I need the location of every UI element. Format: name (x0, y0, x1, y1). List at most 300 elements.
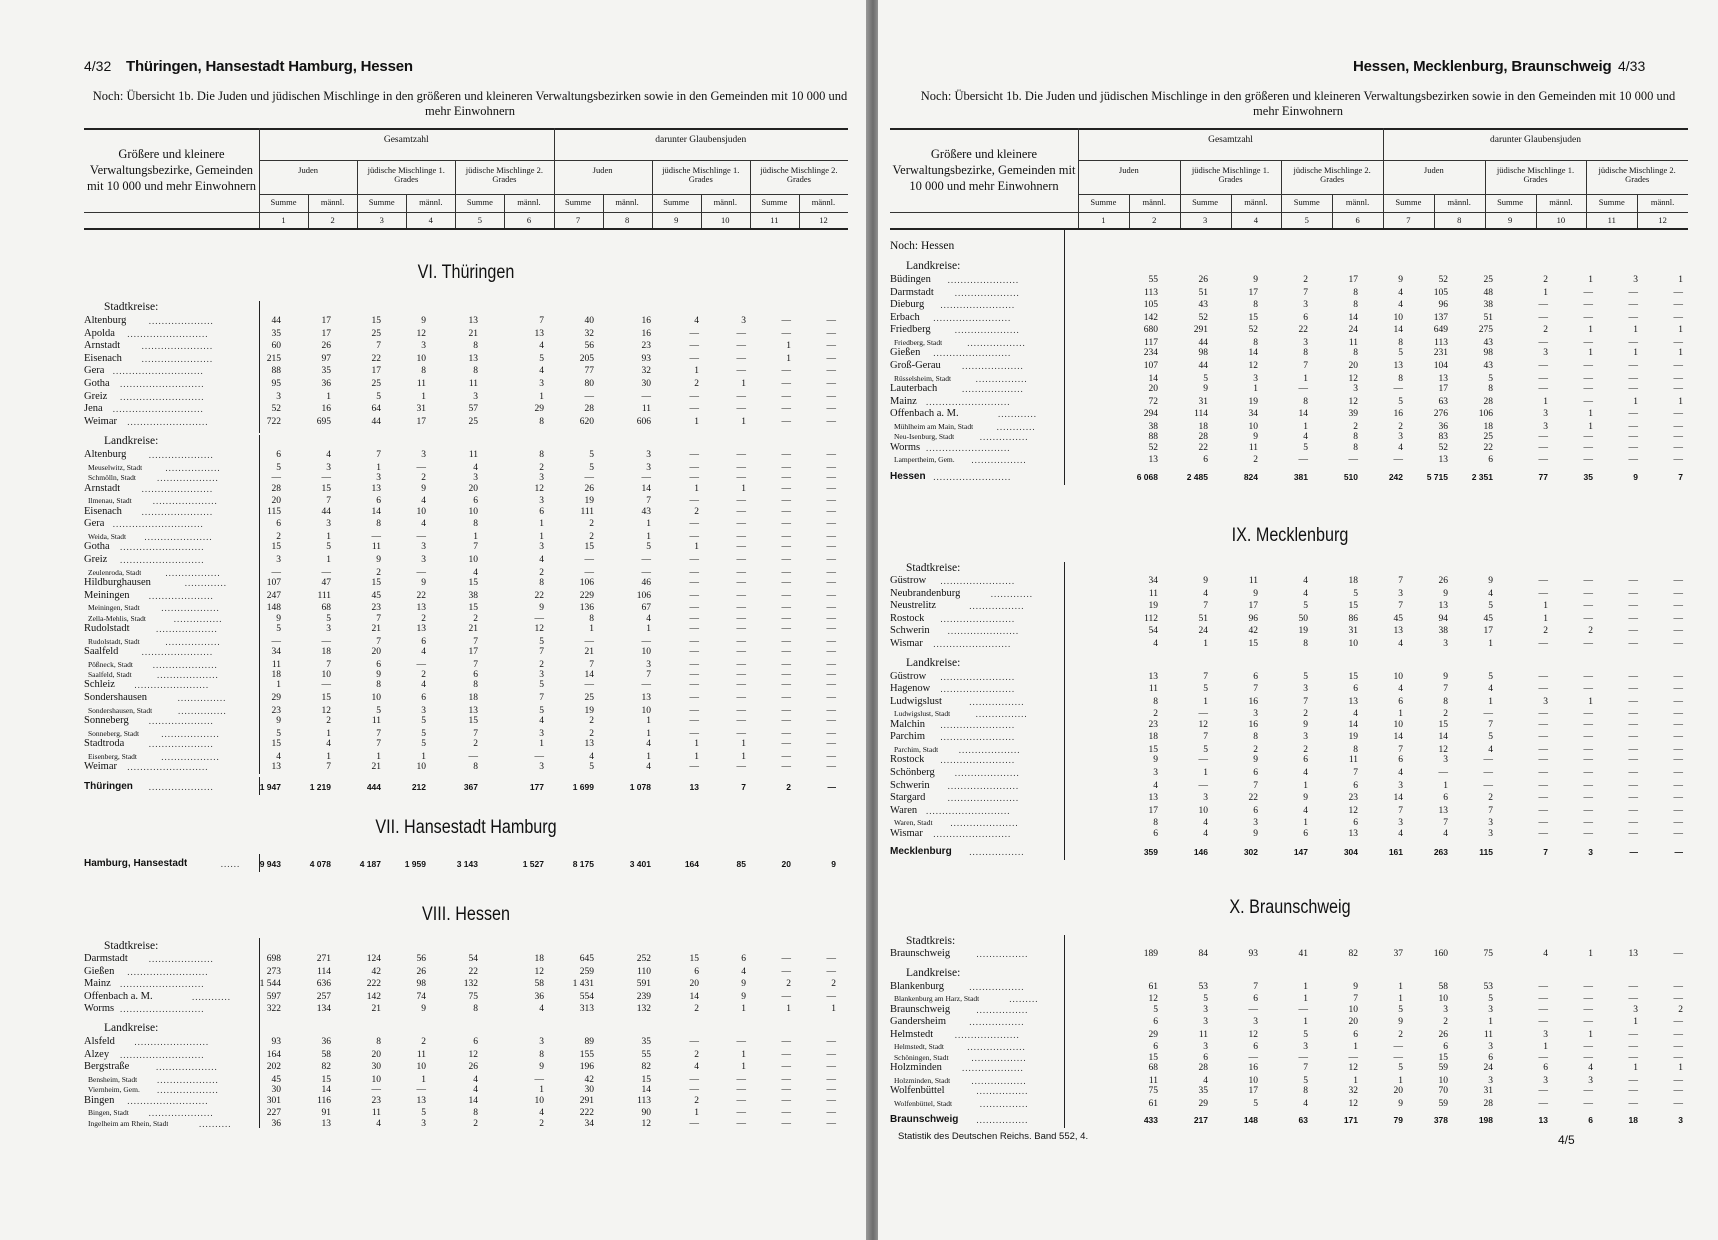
cell-col-6: 7 (1398, 601, 1403, 612)
cell-col-8: 7 (1488, 805, 1493, 816)
row-label: Sondershausen (84, 692, 147, 703)
cell-col-4: 9 (421, 1004, 426, 1015)
cell-col-2: 1 219 (309, 781, 331, 792)
cell-col-7: 263 (1433, 847, 1448, 858)
cell-col-5: 86 (1348, 613, 1358, 624)
cell-col-6: 13 (1393, 361, 1403, 371)
cell-col-10: — (1583, 1086, 1593, 1097)
cell-col-1: 15 (1148, 1052, 1158, 1063)
leader-dots: ................. (969, 981, 1025, 992)
cell-col-8: — (641, 680, 651, 691)
cell-col-3: 7 (376, 613, 381, 624)
row-label: Sondershausen, Stadt (88, 705, 153, 715)
cell-col-2: 28 (1198, 432, 1208, 443)
cell-col-1: 115 (267, 506, 281, 517)
cell-col-6: 2 (1398, 1029, 1403, 1040)
cell-col-6: 8 (1398, 338, 1403, 348)
header-subgroup-label: jüdische Mischlinge 1. Grades (1191, 165, 1270, 184)
cell-col-7: 58 (1438, 981, 1448, 992)
right-page-title: Hessen, Mecklenburg, Braunschweig (1353, 58, 1612, 75)
cell-col-12: — (826, 1074, 836, 1085)
cell-col-8: 198 (1478, 1115, 1493, 1126)
cell-col-4: 3 (1303, 338, 1308, 348)
cell-col-4: 10 (416, 506, 426, 517)
cell-col-7: 1 (589, 624, 594, 634)
cell-col-2: 28 (1198, 1063, 1208, 1074)
cell-col-12: — (1673, 709, 1683, 720)
cell-col-1: 18 (1148, 732, 1158, 743)
cell-col-5: 38 (468, 590, 478, 601)
cell-col-4: 4 (421, 519, 426, 530)
row-label: Güstrow (890, 575, 927, 586)
cell-col-3: 4 187 (359, 859, 381, 869)
cell-col-2: 3 (1203, 1042, 1208, 1053)
cell-col-12: — (826, 578, 836, 588)
row-label: Worms (890, 441, 921, 453)
cell-col-10: 6 (1588, 1115, 1593, 1126)
cell-col-12: — (1673, 455, 1683, 466)
row-label: Hessen (890, 470, 926, 482)
cell-col-9: — (689, 624, 699, 634)
cell-col-9: — (1538, 1086, 1548, 1097)
cell-col-12: — (827, 781, 836, 792)
cell-col-1: 698 (266, 954, 281, 964)
cell-col-1: 6 (1153, 828, 1158, 839)
cell-col-7: 10 (1438, 994, 1448, 1005)
cell-col-3: 20 (371, 1049, 381, 1060)
cell-col-5: 12 (1348, 805, 1358, 816)
cell-col-3: 7 (1253, 780, 1258, 791)
cell-col-4: 3 (1303, 1042, 1308, 1053)
cell-col-11: — (1628, 384, 1638, 394)
table-row (0, 483, 868, 495)
cell-col-5: 10 (468, 555, 478, 565)
cell-col-6: 3 (1398, 588, 1403, 599)
cell-col-4: 147 (1293, 847, 1308, 858)
cell-col-6: 5 (1398, 396, 1403, 407)
cell-col-5: 10 (1348, 1004, 1358, 1015)
cell-col-6: 10 (1393, 719, 1403, 730)
cell-col-6: 20 (1393, 1086, 1403, 1097)
cell-col-3: 8 (376, 680, 381, 691)
cell-col-10: 1 (741, 483, 746, 494)
cell-col-10: — (1583, 768, 1593, 778)
cell-col-10: — (736, 353, 746, 364)
cell-col-11: 1 (786, 341, 791, 352)
cell-col-12: — (826, 751, 836, 762)
cell-col-3: 21 (371, 1004, 381, 1015)
table-row (878, 324, 1718, 336)
cell-col-3: 9 (1253, 275, 1258, 285)
row-label: Blankenburg (890, 980, 945, 992)
cell-col-12: — (1673, 588, 1683, 599)
cell-col-12: — (826, 680, 836, 691)
cell-col-3: 2 (1253, 455, 1258, 466)
header-summe-label: Summe (1598, 197, 1625, 207)
cell-col-3: 9 (1253, 828, 1258, 839)
table-row (0, 518, 868, 530)
cell-col-3: 15 (1248, 312, 1258, 323)
cell-col-10: — (736, 705, 746, 716)
leader-dots: ................ (976, 1115, 1029, 1126)
cell-col-1: — (271, 473, 281, 484)
leader-dots: ................. (971, 1075, 1027, 1086)
leader-dots: ................... (962, 1063, 1024, 1074)
leader-dots: ....................... (940, 671, 1016, 682)
cell-col-8: 113 (637, 1095, 651, 1106)
leader-dots: .......................... (926, 442, 1011, 453)
cell-col-2: 1 (326, 532, 331, 542)
cell-col-3: 7 (1253, 684, 1258, 695)
cell-col-9: — (689, 693, 699, 703)
cell-col-9: — (1538, 994, 1548, 1005)
cell-col-1: 107 (266, 578, 281, 588)
cell-col-10: — (1583, 455, 1593, 466)
cell-col-10: — (736, 519, 746, 530)
cell-col-2: 36 (321, 1037, 331, 1047)
cell-col-9: — (689, 555, 699, 565)
table-row (878, 575, 1718, 587)
stub-bar (1064, 228, 1065, 485)
cell-col-2: — (321, 473, 331, 484)
row-label: Schwerin (890, 625, 930, 637)
cell-col-10: 7 (741, 781, 746, 792)
cell-col-9: — (689, 1118, 699, 1129)
cell-col-1: 15 (271, 739, 281, 749)
cell-col-3: 17 (1248, 287, 1258, 298)
cell-col-4: 10 (416, 353, 426, 364)
cell-col-6: 5 (1398, 1004, 1403, 1015)
row-label: Mühlheim am Main, Stadt (894, 421, 974, 431)
cell-col-10: 6 (741, 954, 746, 964)
cell-col-3: 96 (1248, 613, 1258, 624)
row-label: Offenbach a. M. (890, 408, 959, 420)
cell-col-7: 38 (1438, 626, 1448, 637)
cell-col-12: — (826, 590, 836, 601)
cell-col-5: 21 (468, 328, 478, 339)
header-maennl-label: männl. (1244, 197, 1268, 207)
cell-col-4: 9 (421, 578, 426, 588)
cell-col-2: 52 (1198, 312, 1208, 323)
cell-col-12: — (826, 1049, 836, 1060)
cell-col-2: 97 (321, 353, 331, 364)
cell-col-3: 10 (371, 693, 381, 703)
leader-dots: ......................... (127, 328, 209, 339)
cell-col-3: 7 (376, 728, 381, 739)
cell-col-4: 3 (421, 450, 426, 461)
cell-col-6: 10 (1393, 312, 1403, 323)
group-label-landkreise: Landkreise: (906, 656, 961, 669)
cell-col-5: 12 (468, 1049, 478, 1060)
table-row (0, 449, 868, 461)
cell-col-1: 93 (271, 1037, 281, 1047)
header-col-number: 5 (477, 215, 482, 225)
cell-col-8: 28 (1483, 396, 1493, 407)
cell-col-4: 6 (421, 636, 426, 647)
cell-col-1: 112 (1144, 613, 1158, 624)
cell-col-3: 10 (1248, 1075, 1258, 1086)
cell-col-8: 606 (636, 416, 651, 427)
row-label: Rudolstadt, Stadt (88, 636, 140, 646)
leader-dots: .................. (967, 338, 1026, 348)
cell-col-4: 26 (416, 966, 426, 977)
leader-dots: ...... (220, 859, 241, 869)
cell-col-9: — (1538, 1004, 1548, 1015)
cell-col-9: — (689, 659, 699, 670)
cell-col-8: 10 (641, 705, 651, 716)
cell-col-10: — (736, 680, 746, 691)
cell-col-11: — (781, 578, 791, 588)
cell-col-9: 3 (1543, 409, 1548, 420)
cell-col-6: 1 (1398, 994, 1403, 1005)
cell-col-1: 23 (1148, 719, 1158, 730)
table-row (878, 588, 1718, 600)
leader-dots: ............ (996, 421, 1036, 432)
cell-col-9: 2 (694, 1049, 699, 1060)
header-maennl-label: männl. (811, 197, 836, 207)
table-row (878, 828, 1718, 840)
table-row (0, 623, 868, 635)
cell-col-11: 3 (1633, 275, 1638, 285)
leader-dots: .......................... (926, 805, 1011, 816)
leader-dots: .................... (152, 659, 218, 670)
cell-col-11: — (781, 647, 791, 657)
leader-dots: ............................ (112, 404, 204, 415)
leader-dots: ........................ (933, 639, 1012, 649)
cell-col-8: 7 (646, 496, 651, 507)
leader-dots: ............... (979, 1098, 1029, 1109)
header-col-number: 12 (819, 215, 828, 225)
cell-col-1: 8 (1153, 696, 1158, 707)
leader-dots: .................... (148, 1108, 214, 1119)
cell-col-8: 252 (636, 954, 651, 964)
cell-col-6: 8 (539, 416, 544, 427)
cell-col-1: 34 (1148, 576, 1158, 586)
cell-col-8: 24 (1483, 1063, 1493, 1074)
cell-col-7: 34 (584, 1118, 594, 1129)
cell-col-2: 98 (1198, 348, 1208, 359)
cell-col-4: 3 (421, 341, 426, 352)
cell-col-3: 3 (376, 473, 381, 484)
section-title-braunschweig: X. Braunschweig (1229, 897, 1351, 918)
cell-col-8: 51 (1483, 312, 1493, 323)
cell-col-7: 155 (579, 1049, 594, 1060)
cell-col-11: — (781, 483, 791, 494)
cell-col-11: — (781, 739, 791, 749)
cell-col-1: 30 (271, 1085, 281, 1096)
cell-col-9: — (1538, 639, 1548, 649)
cell-col-2: 636 (316, 979, 331, 990)
cell-col-1: 1 544 (259, 979, 281, 990)
cell-col-3: 7 (376, 636, 381, 647)
cell-col-1: 148 (266, 603, 281, 614)
cell-col-7: 19 (584, 705, 594, 716)
cell-col-11: — (1628, 361, 1638, 371)
leader-dots: .................... (954, 287, 1020, 298)
cell-col-5: 7 (1353, 994, 1358, 1005)
cell-col-5: 1 (473, 532, 478, 542)
cell-col-2: 4 (1203, 828, 1208, 839)
cell-col-10: — (736, 1118, 746, 1129)
cell-col-7: 13 (1438, 373, 1448, 384)
row-label: Malchin (890, 718, 925, 730)
cell-col-11: — (781, 542, 791, 553)
cell-col-10: — (736, 555, 746, 565)
table-row (878, 600, 1718, 612)
cell-col-12: — (1673, 639, 1683, 649)
leader-dots: .......................... (120, 391, 205, 402)
cell-col-12: — (1673, 949, 1683, 959)
leader-dots: .................... (148, 781, 214, 792)
table-row (878, 347, 1718, 359)
cell-col-3: 6 (1253, 805, 1258, 816)
cell-col-10: 1 (741, 1062, 746, 1073)
cell-col-2: 11 (1198, 1029, 1208, 1040)
cell-col-10: — (1583, 671, 1593, 682)
header-subgroup-label: jüdische Mischlinge 1. Grades (662, 165, 740, 184)
cell-col-8: 4 (1488, 684, 1493, 695)
table-row (878, 1085, 1718, 1097)
cell-col-3: 1 (1253, 384, 1258, 394)
cell-col-11: — (1628, 432, 1638, 443)
header-subgroup-label: Juden (1118, 165, 1139, 175)
cell-col-2: 14 (321, 1085, 331, 1096)
cell-col-9: 4 (1543, 949, 1548, 959)
cell-col-4: 10 (416, 762, 426, 772)
cell-col-5: 12 (1348, 396, 1358, 407)
cell-col-9: — (1538, 338, 1548, 348)
cell-col-9: — (1538, 828, 1548, 839)
cell-col-2: 3 (1203, 1017, 1208, 1028)
leader-dots: .......................... (120, 555, 205, 565)
cell-col-7: 40 (584, 316, 594, 326)
cell-col-11: — (781, 463, 791, 473)
leader-dots: .......................... (120, 1049, 205, 1060)
table-row (0, 761, 868, 773)
cell-col-8: — (641, 567, 651, 578)
cell-col-5: 6 (473, 670, 478, 680)
cell-col-12: — (826, 483, 836, 494)
cell-col-1: 60 (271, 341, 281, 352)
row-label: Altenburg (84, 315, 127, 326)
cell-col-12: — (826, 1095, 836, 1106)
cell-col-4: 5 (1303, 442, 1308, 453)
cell-col-7: 291 (579, 1095, 594, 1106)
cell-col-5: 15 (1348, 601, 1358, 612)
cell-col-5: 171 (1343, 1115, 1358, 1126)
cell-col-11: — (781, 1108, 791, 1119)
cell-col-2: — (321, 680, 331, 691)
cell-col-12: — (1674, 847, 1683, 858)
cell-col-2: 134 (316, 1004, 331, 1015)
cell-col-9: — (689, 705, 699, 716)
leader-dots: ...................... (141, 647, 214, 657)
cell-col-12: — (826, 636, 836, 647)
leader-dots: ..................... (950, 818, 1019, 829)
cell-col-2: 26 (1198, 275, 1208, 285)
cell-col-1: 117 (1144, 338, 1158, 348)
cell-col-9: — (689, 463, 699, 473)
cell-col-10: — (1583, 732, 1593, 743)
cell-col-8: 46 (641, 578, 651, 588)
header-col-number: 7 (575, 215, 581, 225)
cell-col-5: 5 (1353, 588, 1358, 599)
cell-col-4: — (1298, 384, 1308, 394)
cell-col-11: — (1628, 805, 1638, 816)
cell-col-6: 3 (1398, 780, 1403, 791)
row-label: Sonneberg, Stadt (88, 728, 140, 738)
cell-col-3: 7 (376, 341, 381, 352)
cell-col-6: 4 (539, 1004, 544, 1015)
table-row (878, 360, 1718, 372)
cell-col-6: 10 (1393, 671, 1403, 682)
cell-col-3: 52 (1248, 325, 1258, 336)
cell-col-12: — (1673, 373, 1683, 384)
cell-col-1: 227 (266, 1108, 281, 1119)
cell-col-3: 17 (371, 366, 381, 377)
table-row (0, 738, 868, 750)
table-row (0, 679, 868, 691)
cell-col-11: 3 (1633, 1004, 1638, 1015)
row-label: Eisenberg, Stadt (88, 751, 138, 761)
cell-col-2: 4 (1203, 1075, 1208, 1086)
cell-col-12: — (1673, 361, 1683, 371)
cell-col-2: 2 485 (1186, 471, 1208, 482)
cell-col-11: — (1628, 287, 1638, 298)
cell-col-12: — (826, 341, 836, 352)
cell-col-12: — (1673, 768, 1683, 778)
row-label: Ilmenau, Stadt (88, 496, 132, 506)
cell-col-5: 8 (1353, 300, 1358, 311)
cell-col-5: 6 (1353, 1029, 1358, 1040)
cell-col-7: 231 (1433, 348, 1448, 359)
cell-col-3: 3 (1253, 818, 1258, 829)
cell-col-2: 44 (1198, 338, 1208, 348)
cell-col-10: — (1583, 396, 1593, 407)
group-label-landkreise: Landkreise: (104, 1022, 159, 1034)
cell-col-3: 2 (376, 567, 381, 578)
cell-col-7: 649 (1433, 325, 1448, 336)
cell-col-3: 5 (1253, 1098, 1258, 1109)
cell-col-6: 7 (539, 316, 544, 326)
cell-col-5: 20 (1348, 1017, 1358, 1028)
cell-col-6: 1 (1398, 1075, 1403, 1086)
cell-col-5: 8 (473, 762, 478, 772)
cell-col-10: — (736, 1095, 746, 1106)
cell-col-1: 322 (266, 1004, 281, 1015)
header-col-number: 6 (526, 215, 532, 225)
cell-col-5: 1 (1353, 1075, 1358, 1086)
cell-col-2: 1 (326, 555, 331, 565)
cell-col-1: 19 (1148, 601, 1158, 612)
group-label-noch-hessen: Noch: Hessen (890, 240, 955, 252)
cell-col-11: — (781, 519, 791, 530)
cell-col-12: — (826, 391, 836, 402)
cell-col-5: 6 (473, 496, 478, 507)
cell-col-11: — (781, 1062, 791, 1073)
cell-col-10: — (736, 473, 746, 484)
leader-dots: ....................... (940, 684, 1016, 695)
cell-col-4: 8 (1303, 639, 1308, 649)
cell-col-3: 14 (371, 506, 381, 517)
cell-col-3: 12 (1248, 361, 1258, 371)
cell-col-4: 2 (421, 1037, 426, 1047)
cell-col-4: — (416, 659, 426, 670)
cell-col-8: 106 (636, 590, 651, 601)
leader-dots: .......... (199, 1118, 232, 1129)
cell-col-10: — (736, 542, 746, 553)
cell-col-9: 13 (689, 781, 699, 792)
